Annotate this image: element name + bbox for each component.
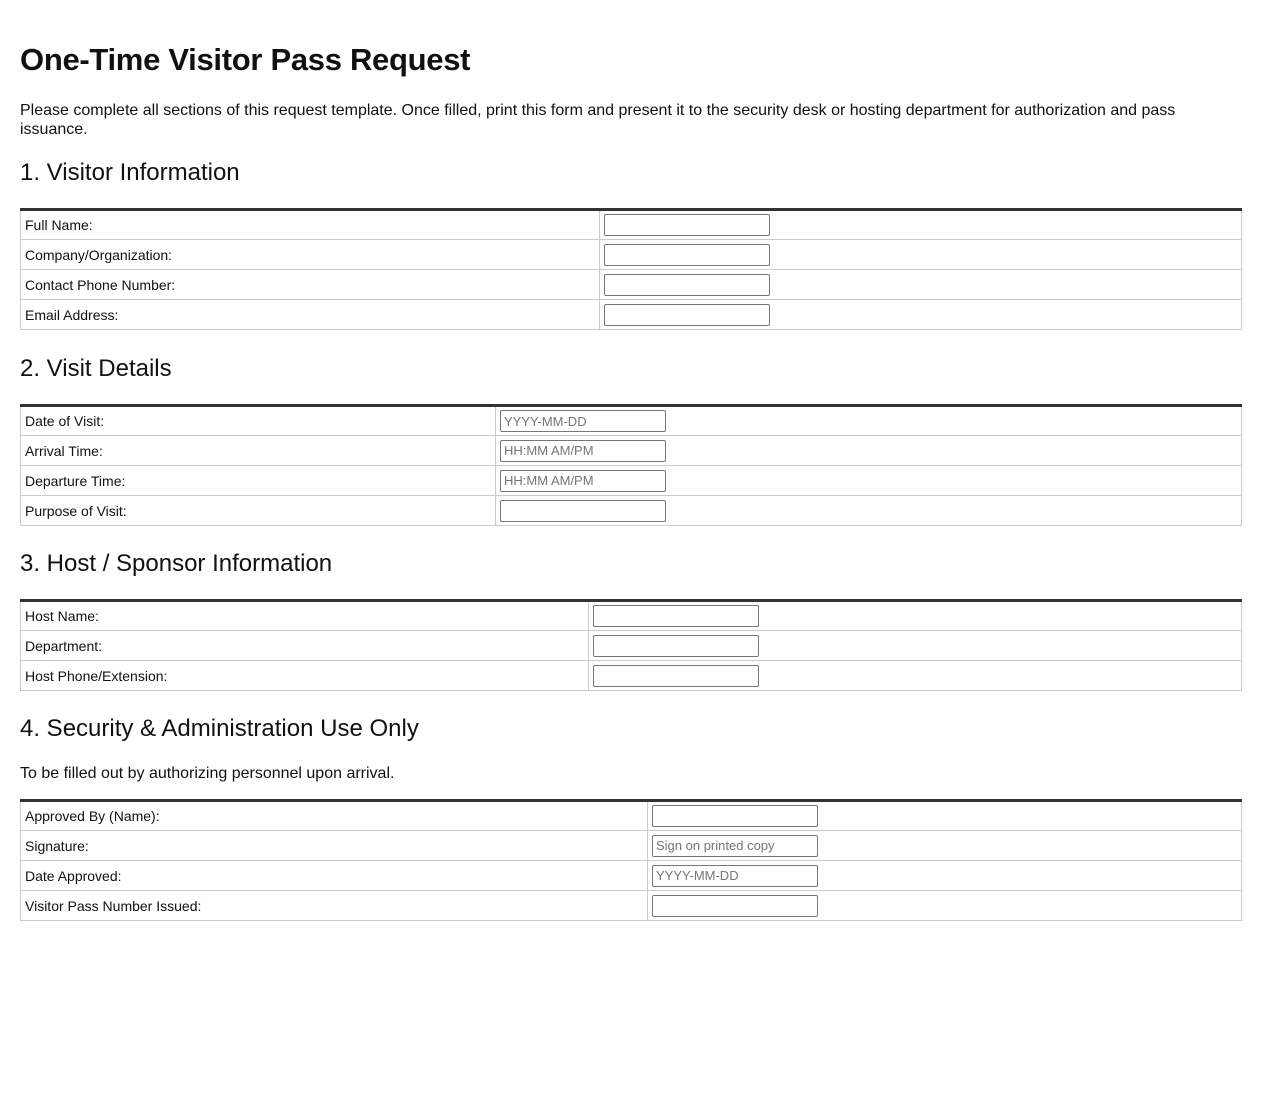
page-title: One-Time Visitor Pass Request	[20, 42, 471, 77]
table-row	[21, 210, 1242, 240]
field-label: Visitor Pass Number Issued:	[21, 891, 648, 921]
section-note: To be filled out by authorizing personnel upon arrival.	[20, 765, 395, 782]
visitor-information-table	[20, 208, 1242, 330]
date-approved-input[interactable]	[652, 865, 818, 887]
table-row	[21, 631, 1242, 661]
table-row	[21, 270, 1242, 300]
section-heading-security-administration: 4. Security & Administration Use Only	[20, 715, 419, 742]
form-instructions: Please complete all sections of this request template. Once filled, print this form and present it to the security desk or hosting department for authorization and pass issuance.	[20, 102, 1176, 138]
field-label: Departure Time:	[21, 466, 496, 496]
section-heading-host-sponsor: 3. Host / Sponsor Information	[20, 550, 333, 577]
table-row	[21, 801, 1242, 831]
field-label: Email Address:	[21, 300, 600, 330]
purpose-of-visit-input[interactable]	[500, 500, 666, 522]
signature-input[interactable]	[652, 835, 818, 857]
field-label: Company/Organization:	[21, 240, 600, 270]
table-row	[21, 466, 1242, 496]
section-heading-visit-details: 2. Visit Details	[20, 355, 172, 382]
table-row	[21, 891, 1242, 921]
field-label: Date of Visit:	[21, 406, 496, 436]
field-label: Approved By (Name):	[21, 801, 648, 831]
departure-time-input[interactable]	[500, 470, 666, 492]
host-name-input[interactable]	[593, 605, 759, 627]
host-sponsor-table	[20, 599, 1242, 691]
section-heading-visitor-information: 1. Visitor Information	[20, 159, 240, 186]
table-row	[21, 300, 1242, 330]
table-row	[21, 861, 1242, 891]
field-label: Full Name:	[21, 210, 600, 240]
table-row	[21, 601, 1242, 631]
visitor-pass-number-input[interactable]	[652, 895, 818, 917]
table-row	[21, 496, 1242, 526]
company-organization-input[interactable]	[604, 244, 770, 266]
email-address-input[interactable]	[604, 304, 770, 326]
visit-details-table	[20, 404, 1242, 526]
field-label: Signature:	[21, 831, 648, 861]
field-label: Department:	[21, 631, 589, 661]
host-phone-extension-input[interactable]	[593, 665, 759, 687]
field-label: Host Phone/Extension:	[21, 661, 589, 691]
field-label: Purpose of Visit:	[21, 496, 496, 526]
contact-phone-input[interactable]	[604, 274, 770, 296]
arrival-time-input[interactable]	[500, 440, 666, 462]
approved-by-input[interactable]	[652, 805, 818, 827]
table-row	[21, 661, 1242, 691]
date-of-visit-input[interactable]	[500, 410, 666, 432]
field-label: Contact Phone Number:	[21, 270, 600, 300]
table-row	[21, 831, 1242, 861]
full-name-input[interactable]	[604, 214, 770, 236]
field-label: Date Approved:	[21, 861, 648, 891]
table-row	[21, 240, 1242, 270]
field-label: Arrival Time:	[21, 436, 496, 466]
security-administration-table	[20, 799, 1242, 921]
field-label: Host Name:	[21, 601, 589, 631]
table-row	[21, 406, 1242, 436]
department-input[interactable]	[593, 635, 759, 657]
table-row	[21, 436, 1242, 466]
